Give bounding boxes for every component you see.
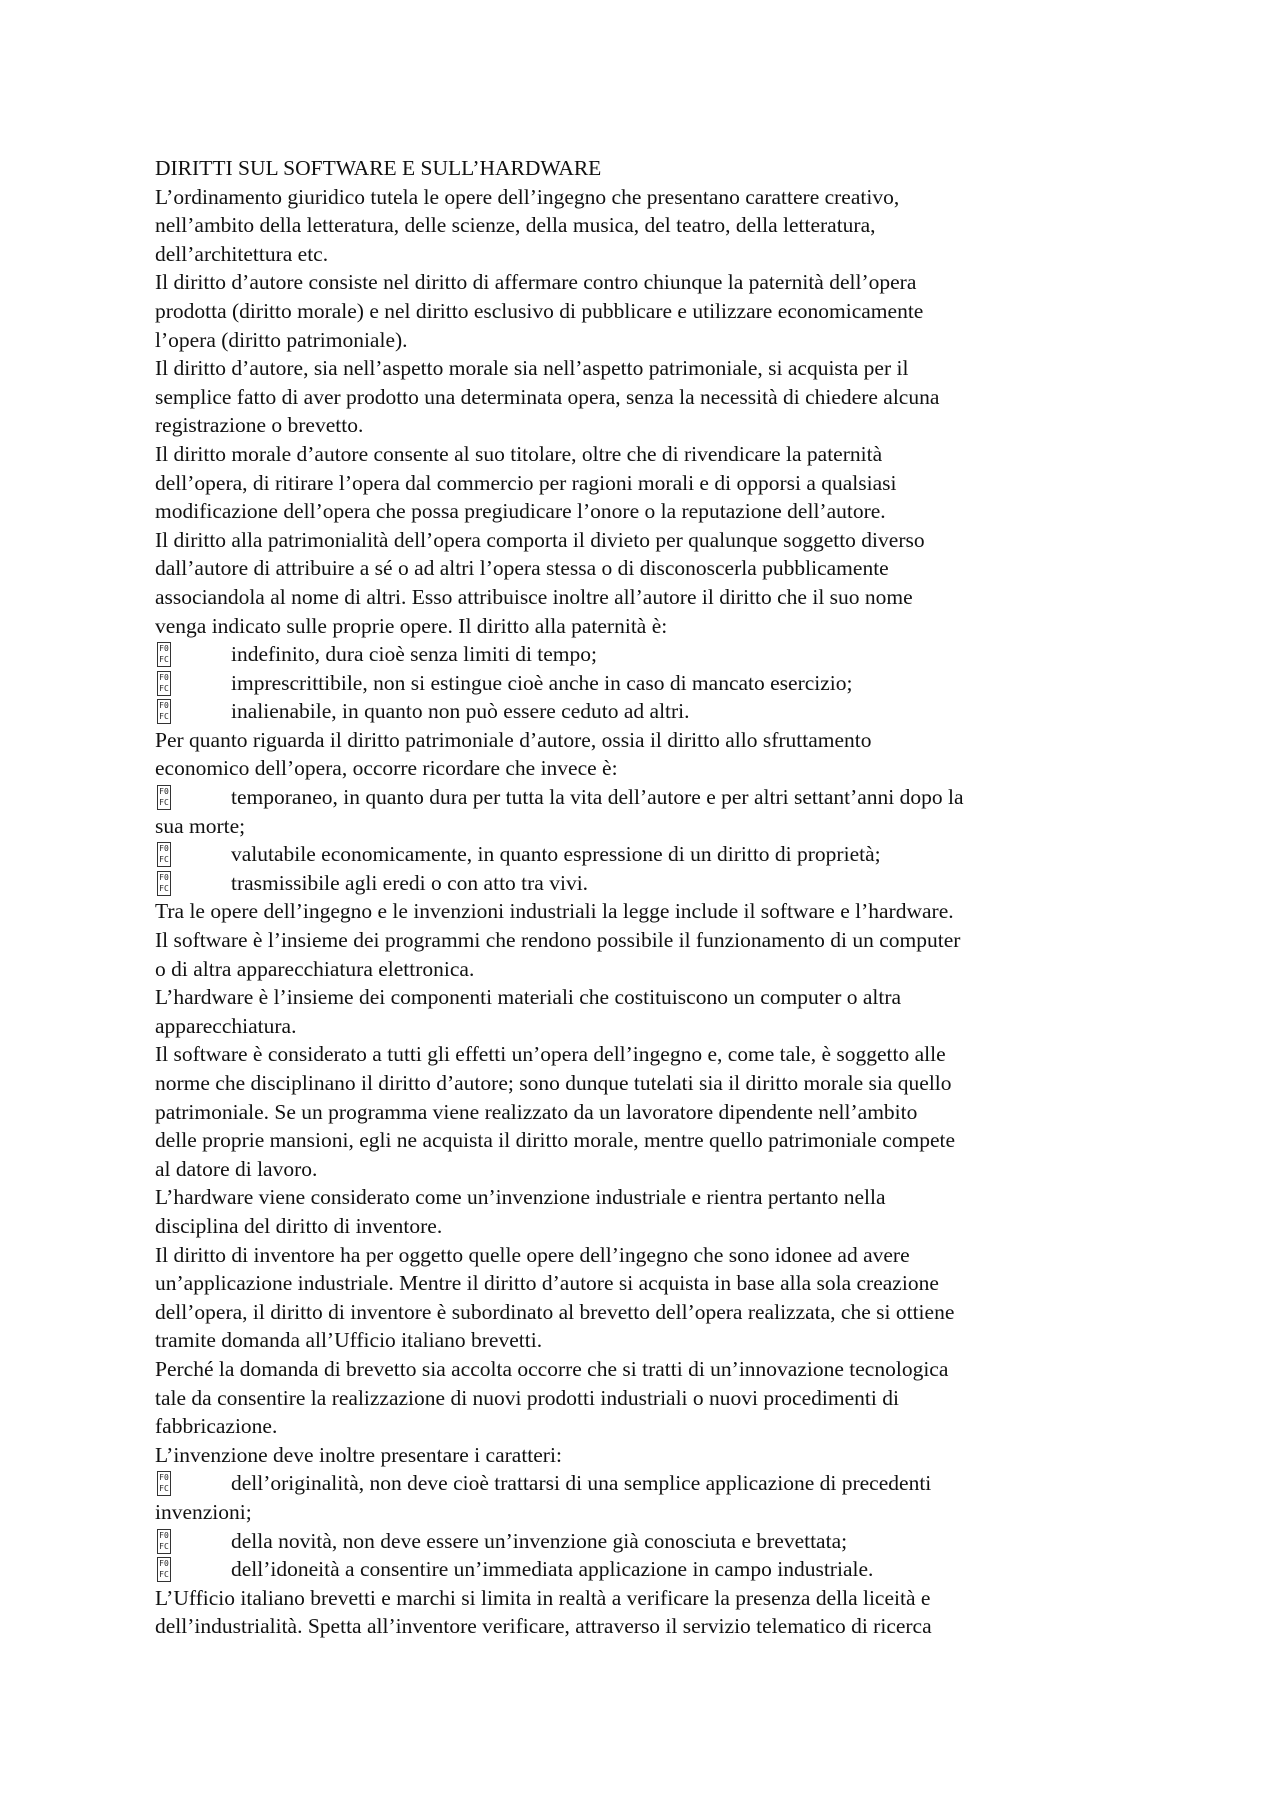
text-line: dall’autore di attribuire a sé o ad altri l’opera stessa o di disconoscerla pubblicamente (155, 556, 889, 581)
text-line: Il software è l’insieme dei programmi che rendono possibile il funzionamento di un computer (155, 928, 961, 953)
text-line: semplice fatto di aver prodotto una determinata opera, senza la necessità di chiedere alcuna (155, 384, 940, 409)
missing-glyph-icon (157, 671, 171, 696)
text-line: Il diritto d’autore, sia nell’aspetto morale sia nell’aspetto patrimoniale, si acquista per il (155, 356, 909, 381)
paragraph (155, 1441, 1135, 1470)
text-line: un’applicazione industriale. Mentre il diritto d’autore si acquista in base alla sola creazione (155, 1271, 939, 1296)
missing-glyph-code: F0 (159, 1473, 169, 1483)
missing-glyph-code: F0 (159, 672, 169, 682)
missing-glyph-code: FC (159, 798, 169, 808)
list-item-text: dell’idoneità a consentire un’immediata applicazione in campo industriale. (231, 1557, 874, 1582)
list-item-text: indefinito, dura cioè senza limiti di tempo; (231, 642, 598, 667)
paragraph (155, 526, 1135, 640)
missing-glyph-code: F0 (159, 1530, 169, 1540)
missing-glyph-icon (157, 1557, 171, 1582)
text-line: nell’ambito della letteratura, delle scienze, della musica, del teatro, della letteratura, (155, 213, 876, 238)
missing-glyph-code: F0 (159, 1559, 169, 1569)
list-item-text: imprescrittibile, non si estingue cioè anche in caso di mancato esercizio; (231, 670, 853, 695)
paragraph (155, 1241, 1135, 1355)
text-line: modificazione dell’opera che possa pregiudicare l’onore o la reputazione dell’autore. (155, 499, 886, 524)
missing-glyph-code: FC (159, 883, 169, 893)
missing-glyph-code: F0 (159, 787, 169, 797)
paragraph (155, 268, 1135, 354)
missing-glyph-icon (157, 699, 171, 724)
paragraph (155, 726, 1135, 783)
missing-glyph-icon (157, 1529, 171, 1554)
missing-glyph-code: F0 (159, 844, 169, 854)
missing-glyph-code: F0 (159, 644, 169, 654)
paragraph (155, 1355, 1135, 1441)
document-body (155, 183, 1135, 1641)
list-item (155, 697, 1135, 726)
list-item (155, 840, 1135, 869)
text-line: Il diritto morale d’autore consente al suo titolare, oltre che di rivendicare la paternità (155, 441, 883, 466)
text-line: dell’opera, il diritto di inventore è subordinato al brevetto dell’opera realizzata, che si ottiene (155, 1299, 955, 1324)
text-line: al datore di lavoro. (155, 1156, 318, 1181)
paragraph (155, 1183, 1135, 1240)
missing-glyph-code: FC (159, 712, 169, 722)
paragraph (155, 183, 1135, 269)
text-line: L’hardware è l’insieme dei componenti materiali che costituiscono un computer o altra (155, 985, 902, 1010)
paragraph (155, 897, 1135, 926)
paragraph (155, 926, 1135, 983)
missing-glyph-code: F0 (159, 872, 169, 882)
text-line: dell’architettura etc. (155, 241, 329, 266)
missing-glyph-code: FC (159, 1570, 169, 1580)
text-line: L’invenzione deve inoltre presentare i caratteri: (155, 1442, 562, 1467)
text-line: dell’opera, di ritirare l’opera dal commercio per ragioni morali e di opporsi a qualsiasi (155, 470, 897, 495)
text-line: tale da consentire la realizzazione di nuovi prodotti industriali o nuovi procedimenti di (155, 1385, 899, 1410)
text-line: Tra le opere dell’ingegno e le invenzioni industriali la legge include il software e l’hardware. (155, 899, 954, 924)
paragraph (155, 1584, 1135, 1641)
list-item-text: valutabile economicamente, in quanto espressione di un diritto di proprietà; (231, 842, 881, 867)
missing-glyph-code: F0 (159, 701, 169, 711)
list-item-text: dell’originalità, non deve cioè trattarsi di una semplice applicazione di precedenti (231, 1471, 932, 1496)
text-line: apparecchiatura. (155, 1013, 297, 1038)
text-line: L’hardware viene considerato come un’invenzione industriale e rientra pertanto nella (155, 1185, 886, 1210)
text-line: Il software è considerato a tutti gli effetti un’opera dell’ingegno e, come tale, è soggetto alle (155, 1042, 946, 1067)
missing-glyph-icon (157, 642, 171, 667)
list-item-text: inalienabile, in quanto non può essere ceduto ad altri. (231, 699, 690, 724)
paragraph (155, 354, 1135, 440)
text-line: fabbricazione. (155, 1414, 278, 1439)
text-line: l’opera (diritto patrimoniale). (155, 327, 408, 352)
paragraph (155, 983, 1135, 1040)
list-item (155, 640, 1135, 669)
document-title: DIRITTI SUL SOFTWARE E SULL’HARDWARE (155, 156, 602, 180)
missing-glyph-code: FC (159, 1541, 169, 1551)
text-line: patrimoniale. Se un programma viene realizzato da un lavoratore dipendente nell’ambito (155, 1099, 918, 1124)
missing-glyph-code: FC (159, 855, 169, 865)
text-line: tramite domanda all’Ufficio italiano brevetti. (155, 1328, 543, 1353)
list-item (155, 1469, 1135, 1526)
missing-glyph-icon (157, 871, 171, 896)
missing-glyph-code: FC (159, 683, 169, 693)
text-line: o di altra apparecchiatura elettronica. (155, 956, 475, 981)
document-page (155, 154, 1135, 1641)
paragraph (155, 1040, 1135, 1183)
text-line: venga indicato sulle proprie opere. Il diritto alla paternità è: (155, 613, 668, 638)
text-line: disciplina del diritto di inventore. (155, 1213, 443, 1238)
text-line: Il diritto d’autore consiste nel diritto di affermare contro chiunque la paternità dell’opera (155, 270, 917, 295)
list-item-text: trasmissibile agli eredi o con atto tra vivi. (231, 870, 589, 895)
missing-glyph-code: FC (159, 1484, 169, 1494)
text-line: prodotta (diritto morale) e nel diritto esclusivo di pubblicare e utilizzare economicamente (155, 298, 924, 323)
text-line: L’ordinamento giuridico tutela le opere dell’ingegno che presentano carattere creativo, (155, 184, 900, 209)
text-line: economico dell’opera, occorre ricordare che invece è: (155, 756, 618, 781)
list-item (155, 783, 1135, 840)
missing-glyph-icon (157, 842, 171, 867)
text-line: Perché la domanda di brevetto sia accolta occorre che si tratti di un’innovazione tecnologica (155, 1356, 949, 1381)
list-item-text: sua morte; (155, 813, 246, 838)
paragraph (155, 440, 1135, 526)
list-item (155, 869, 1135, 898)
list-item (155, 1527, 1135, 1556)
list-item-text: della novità, non deve essere un’invenzione già conosciuta e brevettata; (231, 1528, 848, 1553)
text-line: Il diritto alla patrimonialità dell’opera comporta il divieto per qualunque soggetto diverso (155, 527, 925, 552)
text-line: registrazione o brevetto. (155, 413, 364, 438)
text-line: norme che disciplinano il diritto d’autore; sono dunque tutelati sia il diritto morale sia quello (155, 1071, 952, 1095)
text-line: Il diritto di inventore ha per oggetto quelle opere dell’ingegno che sono idonee ad avere (155, 1242, 910, 1267)
list-item (155, 1555, 1135, 1584)
list-item (155, 669, 1135, 698)
list-item-text: temporaneo, in quanto dura per tutta la vita dell’autore e per altri settant’anni dopo la (231, 785, 964, 810)
text-line: delle proprie mansioni, egli ne acquista il diritto morale, mentre quello patrimoniale compete (155, 1128, 956, 1153)
text-line: dell’industrialità. Spetta all’inventore verificare, attraverso il servizio telematico di ricerca (155, 1614, 932, 1639)
text-line: associandola al nome di altri. Esso attribuisce inoltre all’autore il diritto che il suo nome (155, 584, 913, 609)
missing-glyph-icon (157, 785, 171, 810)
text-line: Per quanto riguarda il diritto patrimoniale d’autore, ossia il diritto allo sfruttamento (155, 727, 872, 752)
list-item-text: invenzioni; (155, 1499, 252, 1524)
missing-glyph-code: FC (159, 655, 169, 665)
missing-glyph-icon (157, 1471, 171, 1496)
text-line: L’Ufficio italiano brevetti e marchi si limita in realtà a verificare la presenza della liceità e (155, 1585, 931, 1610)
